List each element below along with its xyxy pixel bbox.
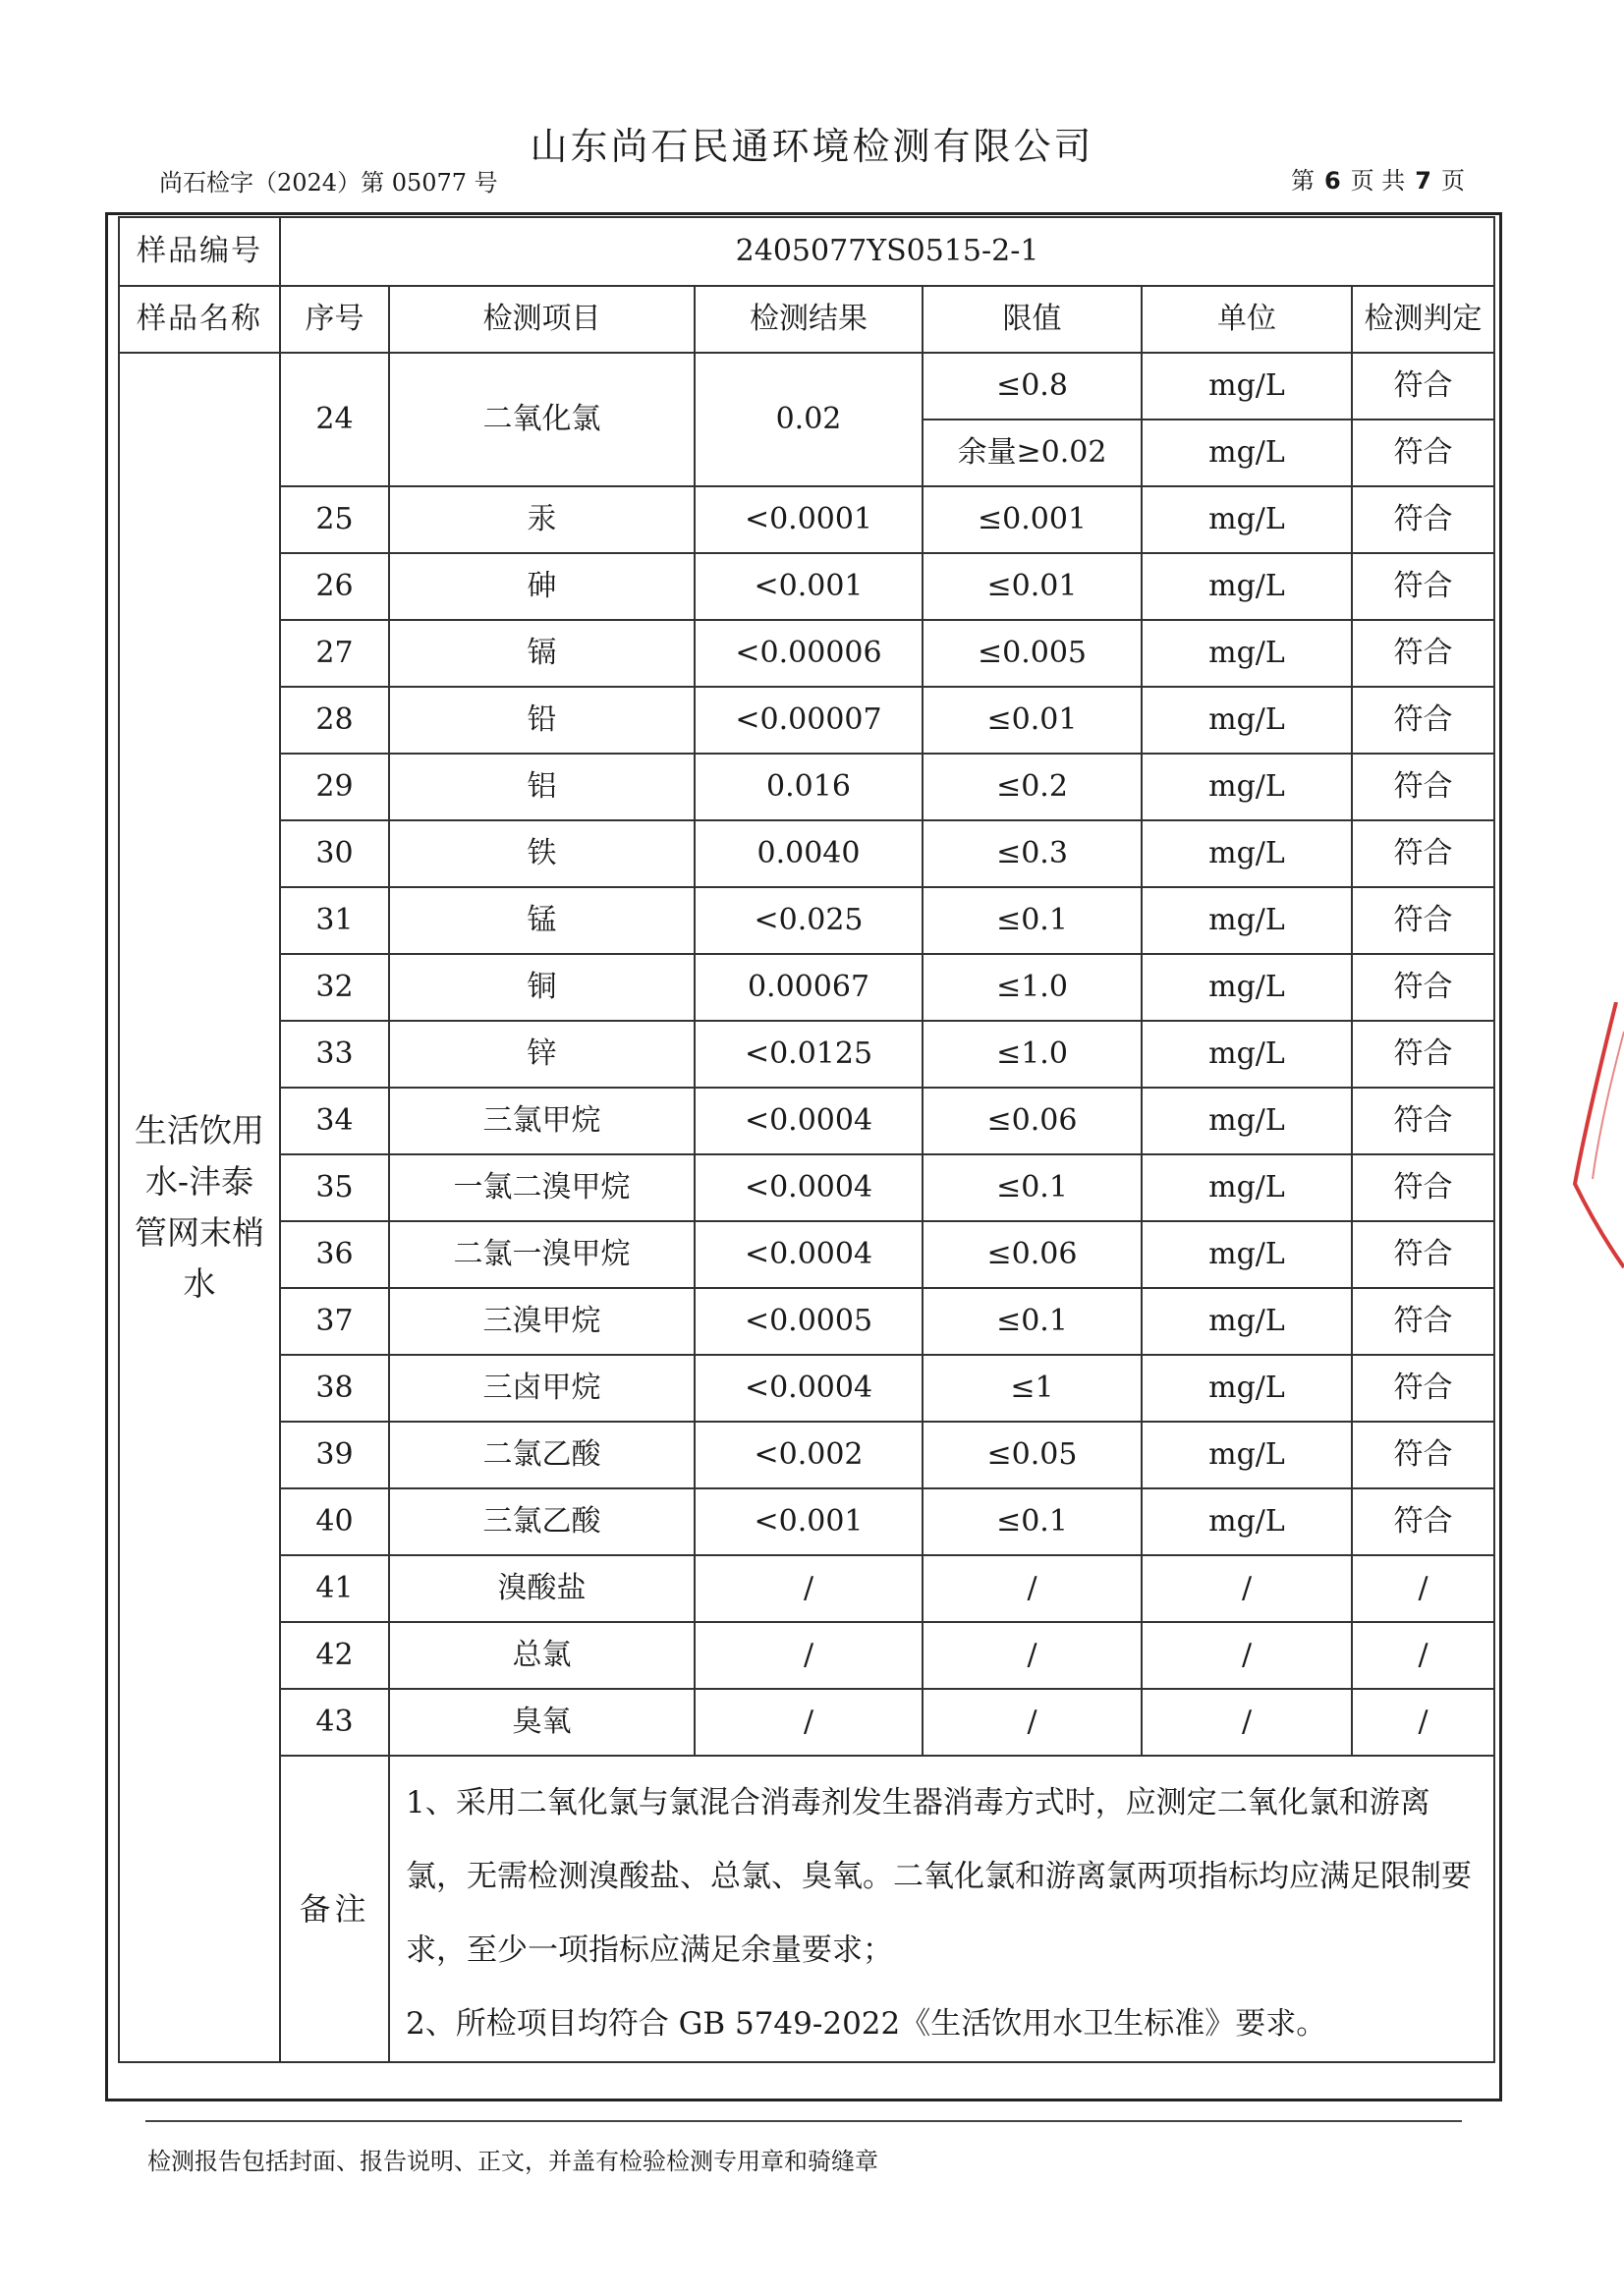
sample-name-line: 管网末梢	[135, 1213, 264, 1252]
judgment-cell: 符合	[1352, 553, 1494, 620]
seq-cell: 39	[280, 1422, 389, 1488]
item-cell: 锌	[389, 1021, 695, 1088]
limit-cell: ≤0.05	[923, 1422, 1142, 1488]
item-cell: 三卤甲烷	[389, 1355, 695, 1422]
item-cell: 溴酸盐	[389, 1555, 695, 1622]
item-cell: 铜	[389, 954, 695, 1021]
result-cell: <0.0004	[695, 1088, 923, 1154]
unit-cell: mg/L	[1142, 620, 1352, 687]
footer-note: 检测报告包括封面、报告说明、正文，并盖有检验检测专用章和骑缝章	[147, 2148, 878, 2175]
seq-cell: 38	[280, 1355, 389, 1422]
result-cell: <0.00007	[695, 687, 923, 754]
item-cell: 铁	[389, 820, 695, 887]
judgment-cell: 符合	[1352, 1088, 1494, 1154]
col-header-item: 检测项目	[389, 286, 695, 353]
unit-cell: mg/L	[1142, 1422, 1352, 1488]
limit-cell: ≤0.3	[923, 820, 1142, 887]
col-header-result: 检测结果	[695, 286, 923, 353]
judgment-cell: 符合	[1352, 1154, 1494, 1221]
limit-cell: ≤1.0	[923, 954, 1142, 1021]
page-mid: 页 共	[1350, 167, 1406, 195]
item-cell: 总氯	[389, 1622, 695, 1689]
table-row	[119, 1622, 1494, 1689]
result-cell: /	[695, 1689, 923, 1756]
seq-cell: 43	[280, 1689, 389, 1756]
seq-cell: 27	[280, 620, 389, 687]
unit-cell: mg/L	[1142, 1488, 1352, 1555]
table-row	[119, 1088, 1494, 1154]
seq-cell: 42	[280, 1622, 389, 1689]
judgment-cell: /	[1352, 1555, 1494, 1622]
limit-cell: ≤0.1	[923, 887, 1142, 954]
seq-cell: 28	[280, 687, 389, 754]
limit-cell: ≤0.1	[923, 1288, 1142, 1355]
red-seal-fragment	[1567, 1002, 1624, 1297]
item-cell: 三溴甲烷	[389, 1288, 695, 1355]
result-cell: <0.025	[695, 887, 923, 954]
result-cell: <0.0004	[695, 1154, 923, 1221]
seq-cell: 29	[280, 754, 389, 820]
result-cell: <0.0001	[695, 486, 923, 553]
unit-cell: mg/L	[1142, 954, 1352, 1021]
item-cell: 镉	[389, 620, 695, 687]
seq-cell: 24	[280, 353, 389, 486]
judgment-cell: 符合	[1352, 754, 1494, 820]
result-cell: 0.016	[695, 754, 923, 820]
table-row	[119, 820, 1494, 887]
judgment-cell: /	[1352, 1622, 1494, 1689]
limit-cell: ≤0.005	[923, 620, 1142, 687]
item-cell: 锰	[389, 887, 695, 954]
report-number: 尚石检字（2024）第 05077 号	[159, 169, 498, 196]
seq-cell: 36	[280, 1221, 389, 1288]
table-row	[119, 1154, 1494, 1221]
judgment-cell: 符合	[1352, 1221, 1494, 1288]
unit-cell: mg/L	[1142, 1288, 1352, 1355]
judgment-cell: 符合	[1352, 1355, 1494, 1422]
result-cell: <0.0004	[695, 1355, 923, 1422]
col-header-unit: 单位	[1142, 286, 1352, 353]
result-cell: <0.001	[695, 553, 923, 620]
judgment-cell: 符合	[1352, 687, 1494, 754]
limit-cell: ≤0.8	[923, 353, 1142, 420]
result-cell: 0.0040	[695, 820, 923, 887]
item-cell: 砷	[389, 553, 695, 620]
judgment-cell: 符合	[1352, 486, 1494, 553]
sample-name-line: 水-沣泰	[144, 1162, 254, 1201]
seq-cell: 37	[280, 1288, 389, 1355]
unit-cell: mg/L	[1142, 754, 1352, 820]
item-cell: 二氯一溴甲烷	[389, 1221, 695, 1288]
seq-cell: 41	[280, 1555, 389, 1622]
page-indicator	[1291, 161, 1465, 196]
judgment-cell: 符合	[1352, 1288, 1494, 1355]
table-row	[119, 1555, 1494, 1622]
limit-cell: ≤0.01	[923, 553, 1142, 620]
judgment-cell: 符合	[1352, 620, 1494, 687]
unit-cell: mg/L	[1142, 420, 1352, 486]
item-cell: 铅	[389, 687, 695, 754]
company-name: 山东尚石民通环境检测有限公司	[530, 125, 1094, 168]
limit-cell: ≤1	[923, 1355, 1142, 1422]
result-cell: <0.0125	[695, 1021, 923, 1088]
col-header-seq: 序号	[280, 286, 389, 353]
result-cell: <0.00006	[695, 620, 923, 687]
sample-name-line: 水	[183, 1264, 216, 1303]
seq-cell: 30	[280, 820, 389, 887]
limit-cell: 余量≥0.02	[923, 420, 1142, 486]
limit-cell: /	[923, 1622, 1142, 1689]
item-cell: 汞	[389, 486, 695, 553]
result-cell: 0.02	[695, 353, 923, 486]
table-row	[119, 1355, 1494, 1422]
limit-cell: ≤0.06	[923, 1221, 1142, 1288]
table-row	[119, 1488, 1494, 1555]
judgment-cell: 符合	[1352, 1422, 1494, 1488]
limit-cell: ≤0.01	[923, 687, 1142, 754]
col-header-sample-name: 样品名称	[119, 286, 280, 353]
unit-cell: mg/L	[1142, 553, 1352, 620]
item-cell: 二氧化氯	[389, 353, 695, 486]
table-row	[119, 754, 1494, 820]
col-header-limit: 限值	[923, 286, 1142, 353]
unit-cell: mg/L	[1142, 687, 1352, 754]
remarks-text	[389, 1756, 1494, 2062]
table-row	[119, 954, 1494, 1021]
test-results-table	[118, 216, 1495, 2063]
table-row	[119, 1288, 1494, 1355]
item-cell: 三氯甲烷	[389, 1088, 695, 1154]
judgment-cell: 符合	[1352, 353, 1494, 420]
item-cell: 一氯二溴甲烷	[389, 1154, 695, 1221]
page-total: 7	[1415, 167, 1431, 195]
footer-divider	[145, 2120, 1462, 2122]
table-row	[119, 1021, 1494, 1088]
seq-cell: 35	[280, 1154, 389, 1221]
result-cell: <0.0005	[695, 1288, 923, 1355]
unit-cell: mg/L	[1142, 1154, 1352, 1221]
limit-cell: ≤0.06	[923, 1088, 1142, 1154]
seq-cell: 31	[280, 887, 389, 954]
result-cell: /	[695, 1622, 923, 1689]
judgment-cell: 符合	[1352, 1488, 1494, 1555]
limit-cell: /	[923, 1555, 1142, 1622]
unit-cell: mg/L	[1142, 486, 1352, 553]
seq-cell: 33	[280, 1021, 389, 1088]
remark-line: 1、采用二氧化氯与氯混合消毒剂发生器消毒方式时，应测定二氧化氯和游离氯，无需检测溴酸盐、总氯、臭氧。二氧化氯和游离氯两项指标均应满足限制要求，至少一项指标应满足余量要求；	[406, 1785, 1472, 1968]
item-cell: 二氯乙酸	[389, 1422, 695, 1488]
unit-cell: mg/L	[1142, 887, 1352, 954]
sample-no-value: 2405077YS0515-2-1	[280, 217, 1494, 286]
unit-cell: mg/L	[1142, 1021, 1352, 1088]
seq-cell: 26	[280, 553, 389, 620]
table-row	[119, 1422, 1494, 1488]
limit-cell: ≤0.1	[923, 1154, 1142, 1221]
judgment-cell: /	[1352, 1689, 1494, 1756]
judgment-cell: 符合	[1352, 420, 1494, 486]
seq-cell: 34	[280, 1088, 389, 1154]
result-cell: <0.001	[695, 1488, 923, 1555]
col-header-judgment: 检测判定	[1352, 286, 1494, 353]
unit-cell: /	[1142, 1689, 1352, 1756]
item-cell: 铝	[389, 754, 695, 820]
table-row	[119, 620, 1494, 687]
sample-name-line: 生活饮用	[135, 1111, 264, 1149]
result-cell: /	[695, 1555, 923, 1622]
seq-cell: 32	[280, 954, 389, 1021]
table-row	[119, 553, 1494, 620]
remark-line: 2、所检项目均符合 GB 5749-2022《生活饮用水卫生标准》要求。	[406, 2006, 1327, 2042]
table-row	[119, 1221, 1494, 1288]
result-cell: <0.002	[695, 1422, 923, 1488]
page-suffix: 页	[1441, 167, 1465, 195]
limit-cell: ≤1.0	[923, 1021, 1142, 1088]
page-prefix: 第	[1290, 167, 1315, 195]
judgment-cell: 符合	[1352, 1021, 1494, 1088]
limit-cell: /	[923, 1689, 1142, 1756]
result-cell: <0.0004	[695, 1221, 923, 1288]
limit-cell: ≤0.1	[923, 1488, 1142, 1555]
result-cell: 0.00067	[695, 954, 923, 1021]
unit-cell: mg/L	[1142, 1221, 1352, 1288]
item-cell: 三氯乙酸	[389, 1488, 695, 1555]
sample-no-label: 样品编号	[119, 217, 280, 286]
page-number: 6	[1323, 167, 1341, 195]
judgment-cell: 符合	[1352, 887, 1494, 954]
limit-cell: ≤0.001	[923, 486, 1142, 553]
table-row	[119, 486, 1494, 553]
limit-cell: ≤0.2	[923, 754, 1142, 820]
item-cell: 臭氧	[389, 1689, 695, 1756]
remarks-label: 备注	[280, 1756, 389, 2062]
table-row	[119, 887, 1494, 954]
seq-cell: 25	[280, 486, 389, 553]
unit-cell: mg/L	[1142, 1355, 1352, 1422]
unit-cell: /	[1142, 1555, 1352, 1622]
sample-name-cell	[119, 353, 280, 2062]
unit-cell: mg/L	[1142, 820, 1352, 887]
unit-cell: /	[1142, 1622, 1352, 1689]
table-row	[119, 1689, 1494, 1756]
unit-cell: mg/L	[1142, 1088, 1352, 1154]
judgment-cell: 符合	[1352, 954, 1494, 1021]
table-row	[119, 687, 1494, 754]
seq-cell: 40	[280, 1488, 389, 1555]
judgment-cell: 符合	[1352, 820, 1494, 887]
unit-cell: mg/L	[1142, 353, 1352, 420]
